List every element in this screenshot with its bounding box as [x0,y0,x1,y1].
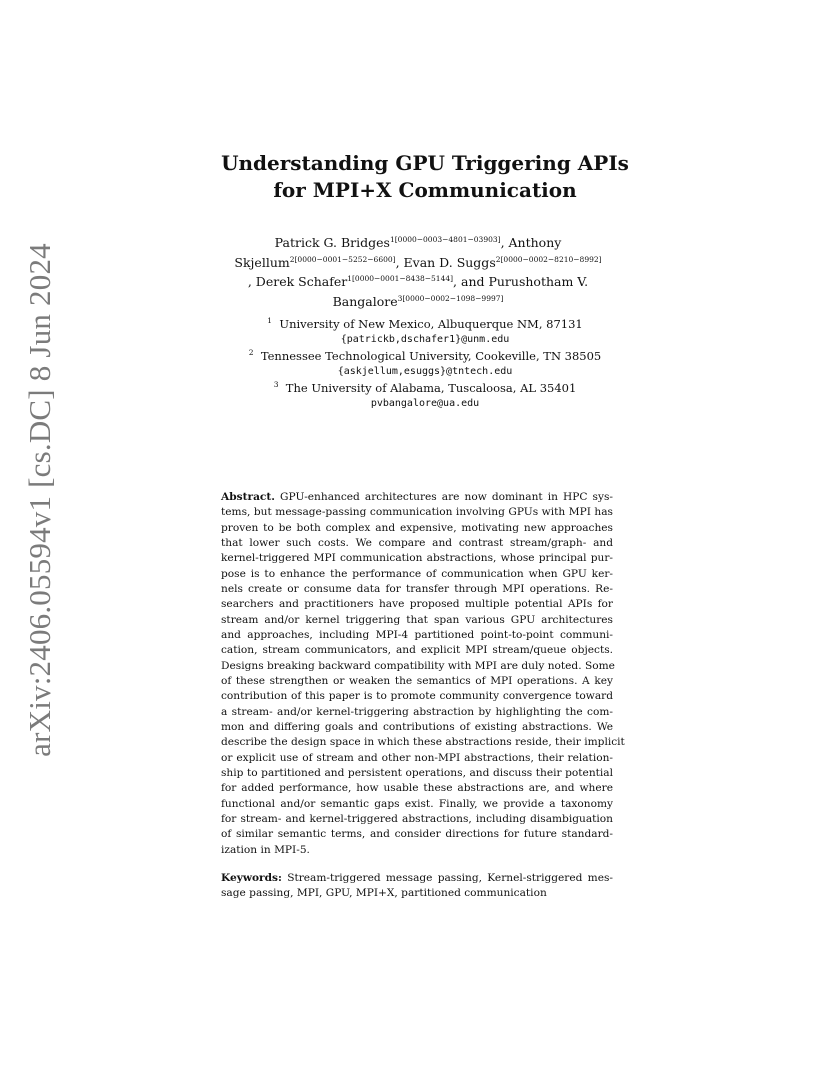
author-name: Bangalore [332,293,398,309]
abstract-line: mon and differing goals and contributions of existing abstractions. We [221,720,613,733]
author-line-3 [208,272,628,292]
author-line-1 [208,233,628,253]
author-list [208,233,628,311]
affiliation-list [200,316,650,412]
abstract-line: ship to partitioned and persistent operations, and discuss their potential [221,766,613,779]
affiliation-number: 2 [248,348,254,358]
abstract-line: stream and/or kernel triggering that span various GPU architectures [221,613,613,626]
author-line-4 [208,292,628,312]
abstract-line: tems, but message-passing communication involving GPUs with MPI has [221,506,613,519]
abstract-line: that lower such costs. We compare and contrast stream/graph- and [221,536,613,549]
affiliation-2-email: {askjellum,esuggs}@tntech.edu [337,366,513,377]
paper-title [180,150,670,204]
abstract-line: functional and/or semantic gaps exist. Finally, we provide a taxonomy [221,797,613,810]
title-line-1: Understanding GPU Triggering APIs [221,151,629,175]
abstract-label: Abstract. [221,491,275,503]
affiliation-name: University of New Mexico, Albuquerque NM, 87131 [279,317,583,331]
abstract-line: contribution of this paper is to promote community convergence toward [221,690,613,703]
affiliation-1 [200,316,650,332]
affiliation-3-email: pvbangalore@ua.edu [370,398,480,409]
keywords [221,871,613,902]
affiliation-number: 3 [273,380,279,390]
abstract-line: and approaches, including MPI-4 partitioned point-to-point communi- [221,628,613,641]
abstract-line: kernel-triggered MPI communication abstractions, whose principal pur- [221,552,613,565]
keywords-line: sage passing, MPI, GPU, MPI+X, partitioned communication [221,887,547,900]
affiliation-3 [200,380,650,396]
affiliation-1-email: {patrickb,dschafer1}@unm.edu [340,334,510,345]
affiliation-name: The University of Alabama, Tuscaloosa, AL 35401 [285,381,577,395]
abstract-line: of similar semantic terms, and consider directions for future standard- [221,828,613,841]
author-name: , Evan D. Suggs [395,254,496,270]
affiliation-number: 1 [267,316,273,326]
author-orcid: 2[0000−0001−5252−6600] [289,254,396,264]
abstract-line: cation, stream communicators, and explicit MPI stream/queue objects. [221,644,613,657]
abstract-line: ization in MPI-5. [221,843,310,856]
author-orcid: 1[0000−0003−4801−03903] [389,234,501,244]
abstract [221,490,625,858]
abstract-line: pose is to enhance the performance of communication when GPU ker- [221,567,613,580]
author-name: Skjellum [234,254,290,270]
arxiv-identifier-stamp [17,243,63,757]
abstract-line: nels create or consume data for transfer through MPI operations. Re- [221,582,613,595]
abstract-line: proven to be both complex and expensive, motivating new approaches [221,521,613,534]
author-name: , and Purushotham V. [453,274,589,289]
title-line-2: for MPI+X Communication [273,178,577,202]
author-name: , Derek Schafer [247,274,348,289]
abstract-line: Designs breaking backward compatibility with MPI are duly noted. Some [221,659,615,672]
abstract-line: Abstract. GPU-enhanced architectures are now dominant in HPC sys- [221,491,613,503]
affiliation-2 [200,348,650,364]
author-name: Patrick G. Bridges [274,235,390,250]
abstract-line: a stream- and/or kernel-triggering abstraction by highlighting the com- [221,705,613,718]
author-line-2 [208,253,628,273]
author-orcid: 3[0000−0002−1098−9997] [397,293,504,303]
abstract-line: for stream- and kernel-triggered abstractions, including disambiguation [221,812,613,825]
author-name: , Anthony [500,235,562,250]
author-orcid: 1[0000−0001−8438−5144] [347,273,454,283]
keywords-line: Keywords: Stream-triggered message passing, Kernel-striggered mes- [221,872,613,884]
keywords-label: Keywords: [221,872,282,884]
abstract-line: for added performance, how usable these abstractions are, and where [221,782,613,795]
affiliation-name: Tennessee Technological University, Cookeville, TN 38505 [260,349,602,363]
arxiv-identifier-text: arXiv:2406.05594v1 [cs.DC] 8 Jun 2024 [22,243,58,757]
author-orcid: 2[0000−0002−8210−8992] [495,254,602,264]
abstract-line: or explicit use of stream and other non-MPI abstractions, their relation- [221,751,613,764]
abstract-line: searchers and practitioners have proposed multiple potential APIs for [221,598,613,611]
abstract-line: of these strengthen or weaken the semantics of MPI operations. A key [221,674,613,687]
abstract-line: describe the design space in which these abstractions reside, their implicit [221,736,625,749]
